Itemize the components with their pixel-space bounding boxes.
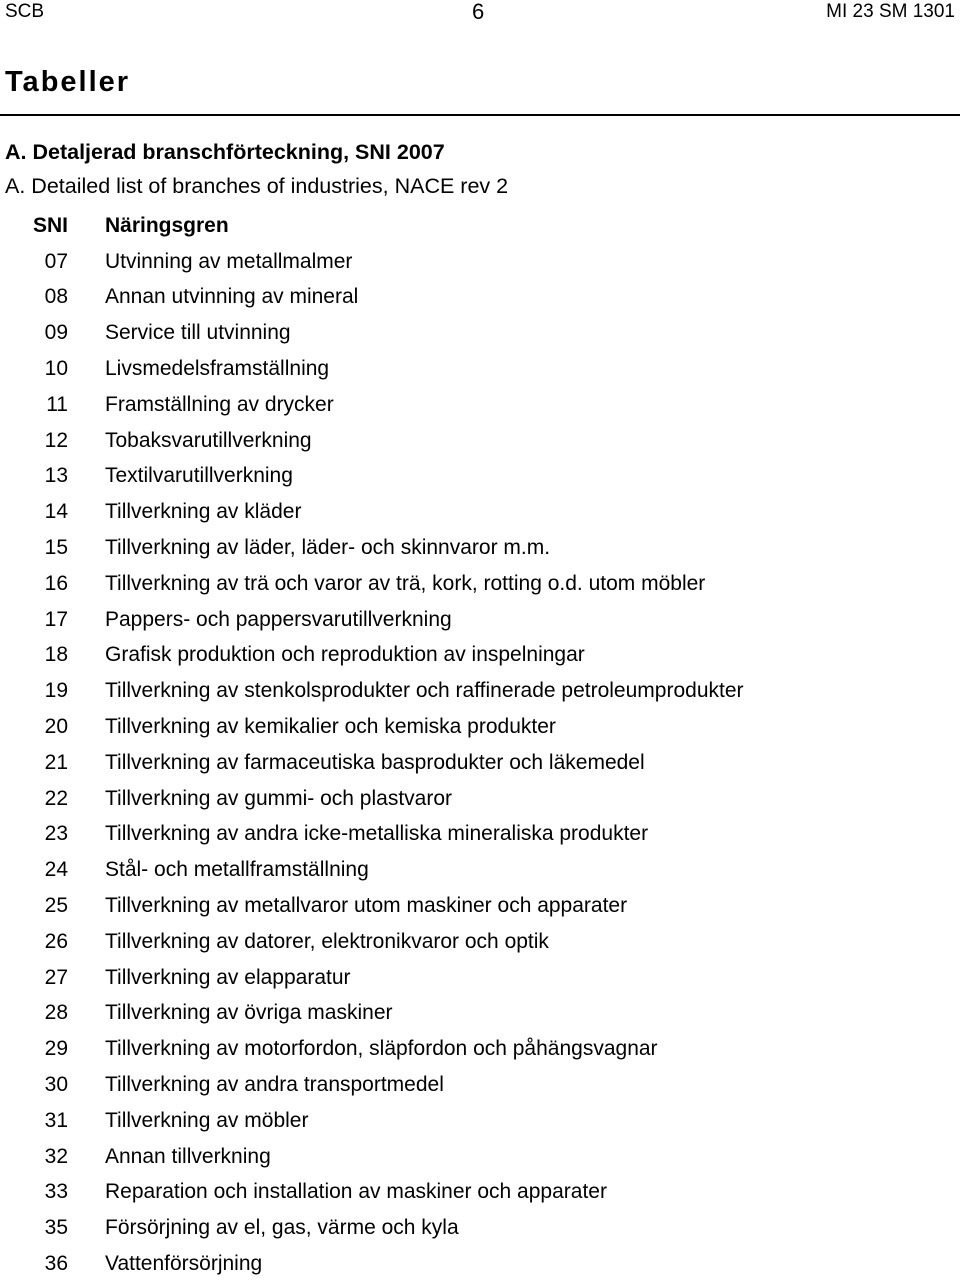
header-code: SNI (32, 213, 68, 237)
row-code: 13 (44, 464, 68, 488)
table-row (0, 1210, 960, 1246)
table-row (0, 638, 960, 674)
row-name: Livsmedelsframställning (105, 357, 330, 381)
row-code: 20 (44, 715, 68, 739)
row-name: Tillverkning av metallvaror utom maskiner och apparater (105, 894, 628, 918)
row-code: 28 (44, 1001, 68, 1025)
table-row (0, 1139, 960, 1175)
row-name: Tillverkning av gummi- och plastvaror (105, 786, 453, 810)
row-code: 29 (44, 1037, 68, 1061)
report-id: MI 23 SM 1301 (826, 1, 955, 22)
row-code: 30 (44, 1073, 68, 1097)
row-name: Annan tillverkning (105, 1144, 271, 1168)
row-code: 19 (44, 679, 68, 703)
table-row (0, 709, 960, 745)
table-row (0, 423, 960, 459)
table-row (0, 924, 960, 960)
table-row (0, 566, 960, 602)
header-name: Näringsgren (105, 213, 229, 237)
table-row (0, 1175, 960, 1211)
row-name: Reparation och installation av maskiner och apparater (105, 1180, 607, 1204)
table-row (0, 387, 960, 423)
row-name: Stål- och metallframställning (105, 858, 369, 882)
table-row (0, 351, 960, 387)
table-row (0, 817, 960, 853)
title-divider (0, 114, 960, 116)
row-name: Tillverkning av läder, läder- och skinnvaror m.m. (105, 536, 551, 560)
row-name: Tillverkning av andra icke-metalliska mineraliska produkter (105, 822, 649, 846)
row-name: Vattenförsörjning (105, 1252, 263, 1275)
table-row (0, 996, 960, 1032)
table-row (0, 280, 960, 316)
row-name: Tobaksvarutillverkning (105, 428, 312, 452)
branch-table (0, 208, 960, 1282)
row-name: Tillverkning av möbler (105, 1108, 309, 1132)
row-name: Tillverkning av kläder (105, 500, 302, 524)
row-code: 23 (44, 822, 68, 846)
row-name: Service till utvinning (105, 321, 291, 345)
table-row (0, 530, 960, 566)
section-title: A. Detaljerad branschförteckning, SNI 2007 (5, 140, 445, 164)
row-code: 07 (44, 249, 68, 273)
row-name: Försörjning av el, gas, värme och kyla (105, 1216, 459, 1240)
row-code: 15 (44, 536, 68, 560)
row-name: Tillverkning av motorfordon, släpfordon och påhängsvagnar (105, 1037, 658, 1061)
row-code: 18 (44, 643, 68, 667)
row-code: 12 (44, 428, 68, 452)
row-code: 27 (44, 965, 68, 989)
table-row (0, 459, 960, 495)
row-name: Tillverkning av kemikalier och kemiska produkter (105, 715, 556, 739)
table-row (0, 1031, 960, 1067)
row-code: 32 (44, 1144, 68, 1168)
row-name: Tillverkning av andra transportmedel (105, 1073, 444, 1097)
table-row (0, 1246, 960, 1282)
row-code: 31 (44, 1108, 68, 1132)
table-row (0, 673, 960, 709)
publisher-label: SCB (5, 1, 45, 22)
row-name: Utvinning av metallmalmer (105, 249, 353, 273)
row-code: 14 (44, 500, 68, 524)
row-code: 16 (44, 571, 68, 595)
row-code: 36 (44, 1252, 68, 1275)
table-row (0, 1067, 960, 1103)
table-row (0, 494, 960, 530)
row-code: 09 (44, 321, 68, 345)
row-code: 21 (44, 750, 68, 774)
page-title: Tabeller (5, 66, 131, 98)
row-name: Grafisk produktion och reproduktion av inspelningar (105, 643, 585, 667)
row-code: 25 (44, 894, 68, 918)
row-name: Textilvarutillverkning (105, 464, 293, 488)
row-code: 24 (44, 858, 68, 882)
row-code: 17 (44, 607, 68, 631)
row-name: Tillverkning av trä och varor av trä, kork, rotting o.d. utom möbler (105, 571, 706, 595)
row-name: Tillverkning av övriga maskiner (105, 1001, 393, 1025)
row-name: Tillverkning av stenkolsprodukter och raffinerade petroleumprodukter (105, 679, 744, 703)
table-row (0, 745, 960, 781)
table-header-row (0, 208, 960, 244)
table-row (0, 888, 960, 924)
row-name: Framställning av drycker (105, 392, 334, 416)
table-row (0, 315, 960, 351)
row-name: Annan utvinning av mineral (105, 285, 359, 309)
row-name: Tillverkning av datorer, elektronikvaror och optik (105, 929, 549, 953)
table-row (0, 1103, 960, 1139)
table-row (0, 781, 960, 817)
row-code: 11 (46, 392, 68, 416)
row-name: Tillverkning av farmaceutiska basprodukter och läkemedel (105, 750, 645, 774)
row-name: Pappers- och pappersvarutillverkning (105, 607, 452, 631)
table-row (0, 244, 960, 280)
section-subtitle: A. Detailed list of branches of industries, NACE rev 2 (5, 174, 509, 198)
row-code: 10 (44, 357, 68, 381)
table-row (0, 852, 960, 888)
row-code: 35 (44, 1216, 68, 1240)
table-row (0, 960, 960, 996)
row-code: 08 (44, 285, 68, 309)
page-number: 6 (472, 0, 485, 24)
row-code: 22 (44, 786, 68, 810)
row-code: 33 (44, 1180, 68, 1204)
row-name: Tillverkning av elapparatur (105, 965, 351, 989)
table-row (0, 602, 960, 638)
table-body (0, 244, 960, 1282)
row-code: 26 (44, 929, 68, 953)
